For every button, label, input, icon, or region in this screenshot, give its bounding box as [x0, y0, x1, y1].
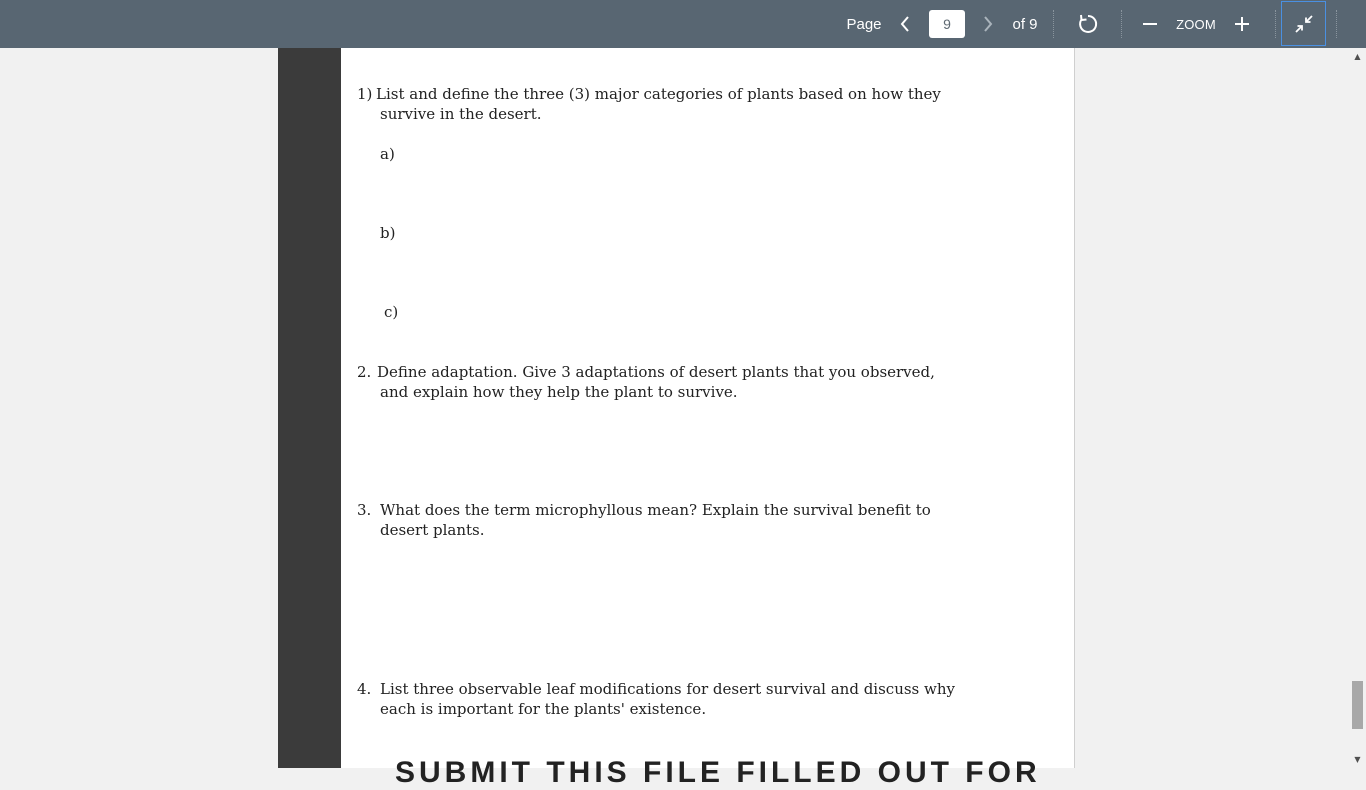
question-2 — [357, 362, 957, 402]
question-text: List three observable leaf modifications for desert survival and discuss why — [380, 680, 955, 698]
question-text: each is important for the plants' existence. — [380, 700, 707, 718]
page-number-input[interactable] — [929, 10, 965, 38]
next-page-button[interactable] — [976, 0, 1000, 48]
question-text: What does the term microphyllous mean? Explain the survival benefit to — [380, 501, 931, 519]
question-1 — [357, 84, 957, 124]
question-text: survive in the desert. — [380, 105, 542, 123]
collapse-icon — [1294, 14, 1314, 34]
answer-label-a: a) — [380, 145, 395, 163]
scroll-down-icon[interactable]: ▼ — [1354, 755, 1361, 764]
zoom-in-button[interactable] — [1230, 0, 1254, 48]
toolbar-divider — [1121, 10, 1122, 38]
question-3 — [357, 500, 957, 540]
document-viewer — [0, 48, 1366, 789]
rotate-icon — [1077, 13, 1099, 35]
toolbar-divider — [1053, 10, 1054, 38]
question-text: desert plants. — [380, 521, 485, 539]
toolbar-divider — [1275, 10, 1276, 38]
answer-label-b: b) — [380, 224, 396, 242]
answer-label-c: c) — [384, 303, 399, 321]
zoom-out-button[interactable] — [1138, 0, 1162, 48]
question-number: 3. — [357, 501, 372, 519]
question-number: 4. — [357, 680, 372, 698]
question-number: 2. — [357, 363, 372, 381]
rotate-button[interactable] — [1074, 0, 1102, 48]
question-text: Define adaptation. Give 3 adaptations of desert plants that you observed, — [377, 363, 935, 381]
page-label: Page — [846, 15, 882, 33]
minus-icon — [1142, 16, 1158, 32]
question-text: and explain how they help the plant to survive. — [380, 383, 738, 401]
pdf-page — [341, 48, 1075, 789]
toolbar-divider — [1336, 10, 1337, 38]
question-text: List and define the three (3) major categories of plants based on how they — [376, 85, 941, 103]
page-gutter — [278, 48, 341, 768]
chevron-left-icon — [899, 15, 911, 33]
question-number: 1) — [357, 85, 373, 103]
chevron-right-icon — [982, 15, 994, 33]
vertical-scrollbar[interactable] — [1349, 48, 1366, 768]
previous-page-button[interactable] — [893, 0, 917, 48]
total-pages-label: of 9 — [1012, 15, 1038, 33]
pdf-toolbar — [0, 0, 1366, 48]
question-4 — [357, 679, 977, 719]
submission-heading: SUBMIT THIS FILE FILLED OUT FOR — [395, 756, 1041, 789]
scroll-up-icon[interactable]: ▲ — [1354, 52, 1361, 61]
exit-fullscreen-button[interactable] — [1281, 1, 1326, 46]
plus-icon — [1234, 16, 1250, 32]
zoom-label: ZOOM — [1176, 16, 1216, 32]
scrollbar-thumb[interactable] — [1352, 681, 1363, 729]
